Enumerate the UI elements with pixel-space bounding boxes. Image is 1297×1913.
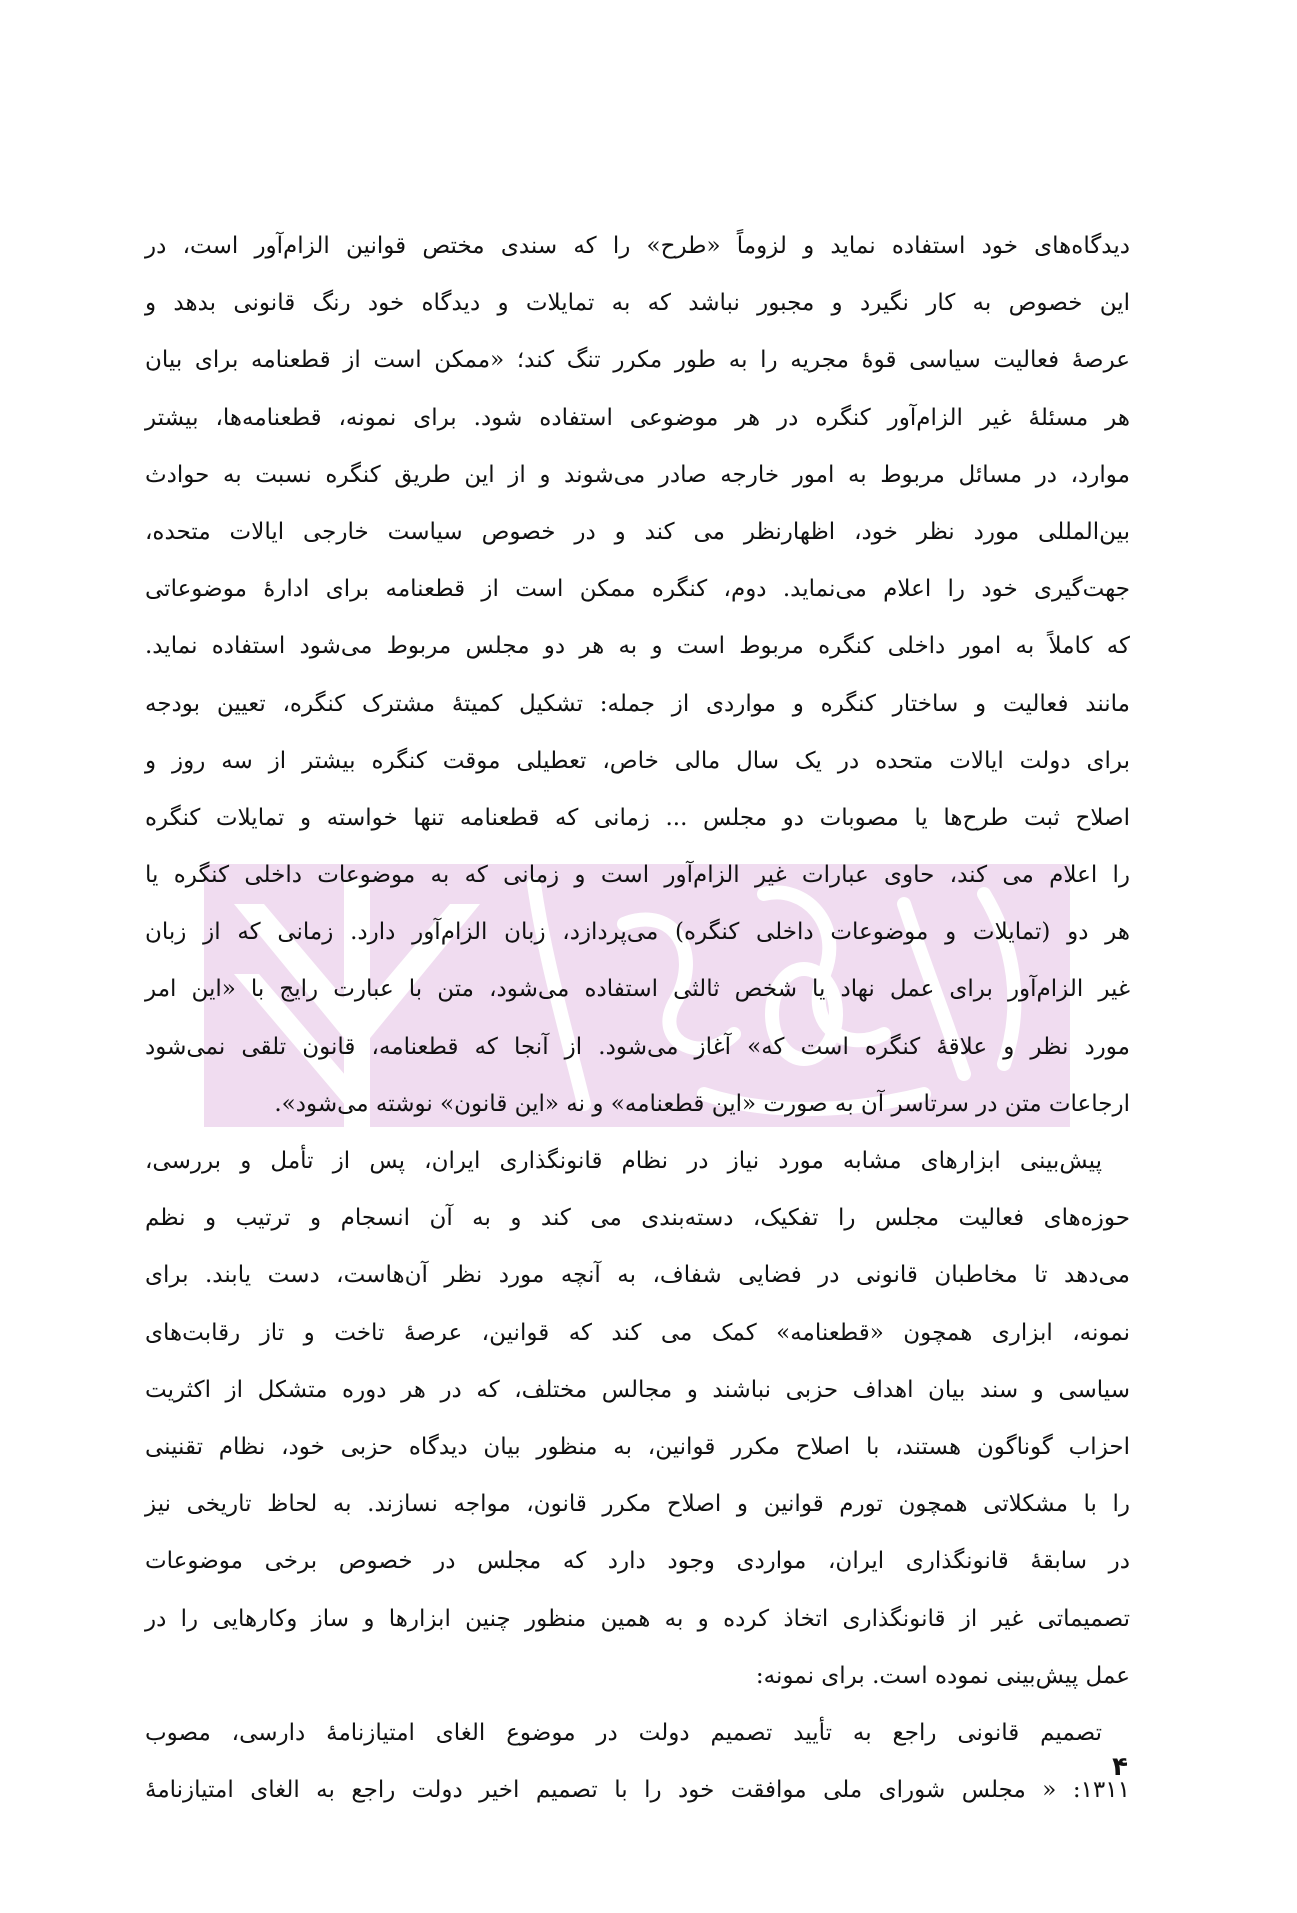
text-line: دیدگاه‌های خود استفاده نماید و لزوماً «طرح» را که سندی مختص قوانین الزام‌آور است، در <box>145 233 1130 259</box>
page-number: ۴ <box>1112 1752 1128 1782</box>
paragraph-1 <box>145 218 1130 1133</box>
text-line: مورد نظر و علاقهٔ کنگره است که» آغاز می‌شود. از آنجا که قطعنامه، قانون تلقی نمی‌شود <box>145 1033 1130 1060</box>
text-line: سیاسی و سند بیان اهداف حزبی نباشند و مجالس مختلف، که در هر دوره متشکل از اکثریت <box>145 1376 1130 1403</box>
body-text <box>145 218 1130 1819</box>
text-line: می‌دهد تا مخاطبان قانونی در فضایی شفاف، به آنچه مورد نظر آن‌هاست، دست یابند. برای <box>145 1262 1130 1289</box>
text-line: که کاملاً به امور داخلی کنگره مربوط است و به هر دو مجلس مربوط می‌شود استفاده نماید. <box>145 633 1130 660</box>
text-line: حوزه‌های فعالیت مجلس را تفکیک، دسته‌بندی می کند و به آن انسجام و ترتیب و نظم <box>145 1205 1130 1232</box>
text-line: پیش‌بینی ابزارهای مشابه مورد نیاز در نظام قانونگذاری ایران، پس از تأمل و بررسی، <box>145 1148 1102 1174</box>
text-line: تصمیم قانونی راجع به تأیید تصمیم دولت در موضوع الغای امتیازنامهٔ دارسی، مصوب <box>145 1719 1102 1746</box>
text-line: ارجاعات متن در سرتاسر آن به صورت «این قطعنامه» و نه «این قانون» نوشته می‌شود». <box>274 1090 1130 1117</box>
text-line: تصمیماتی غیر از قانونگذاری اتخاذ کرده و به همین منظور چنین ابزارها و ساز وکارهایی را در <box>145 1605 1130 1632</box>
text-line: هر مسئلهٔ غیر الزام‌آور کنگره در هر موضوعی استفاده شود. برای نمونه، قطعنامه‌ها، بیشتر <box>145 404 1130 431</box>
text-line: عرصهٔ فعالیت سیاسی قوهٔ مجریه را به طور مکرر تنگ کند؛ «ممکن است از قطعنامه برای بیان <box>145 347 1130 374</box>
text-line: در سابقهٔ قانونگذاری ایران، مواردی وجود دارد که مجلس در خصوص برخی موضوعات <box>145 1548 1130 1575</box>
text-line: برای دولت ایالات متحده در یک سال مالی خاص، تعطیلی موقت کنگره بیشتر از سه روز و <box>145 747 1130 774</box>
text-line: غیر الزام‌آور برای عمل نهاد یا شخص ثالثی استفاده می‌شود، متن با عبارت رایج با «این امر <box>145 976 1130 1003</box>
text-line: مانند فعالیت و ساختار کنگره و مواردی از جمله: تشکیل کمیتهٔ مشترک کنگره، تعیین بودجه <box>145 690 1130 717</box>
text-line: را اعلام می کند، حاوی عبارات غیر الزام‌آور است و زمانی که به موضوعات داخلی کنگره یا <box>145 862 1130 889</box>
text-line: احزاب گوناگون هستند، با اصلاح مکرر قوانین، به منظور بیان دیدگاه حزبی خود، نظام تقنینی <box>145 1433 1130 1460</box>
text-line: این خصوص به کار نگیرد و مجبور نباشد که به تمایلات و دیدگاه خود رنگ قانونی بدهد و <box>145 290 1130 317</box>
text-line: عمل پیش‌بینی نموده است. برای نمونه: <box>755 1662 1130 1689</box>
text-line: موارد، در مسائل مربوط به امور خارجه صادر می‌شوند و از این طریق کنگره نسبت به حوادث <box>145 461 1130 488</box>
text-line: هر دو (تمایلات و موضوعات داخلی کنگره) می‌پردازد، زبان الزام‌آور دارد. زمانی که از زبان <box>145 919 1130 946</box>
text-line: را با مشکلاتی همچون تورم قوانین و اصلاح مکرر قانون، مواجه نسازند. به لحاظ تاریخی نیز <box>145 1491 1130 1518</box>
text-line: نمونه، ابزاری همچون «قطعنامه» کمک می کند که قوانین، عرصهٔ تاخت و تاز رقابت‌های <box>145 1319 1130 1346</box>
text-line: اصلاح ثبت طرح‌ها یا مصوبات دو مجلس ... زمانی که قطعنامه تنها خواسته و تمایلات کنگره <box>145 804 1130 831</box>
paragraph-3 <box>145 1705 1130 1819</box>
text-line: ۱۳۱۱: « مجلس شورای ملی موافقت خود را با تصمیم اخیر دولت راجع به الغای امتیازنامهٔ <box>145 1777 1130 1804</box>
text-line: جهت‌گیری خود را اعلام می‌نماید. دوم، کنگره ممکن است از قطعنامه برای ادارهٔ موضوعاتی <box>145 576 1130 603</box>
paragraph-2 <box>145 1133 1130 1705</box>
text-line: بین‌المللی مورد نظر خود، اظهارنظر می کند و در خصوص سیاست خارجی ایالات متحده، <box>145 518 1130 545</box>
